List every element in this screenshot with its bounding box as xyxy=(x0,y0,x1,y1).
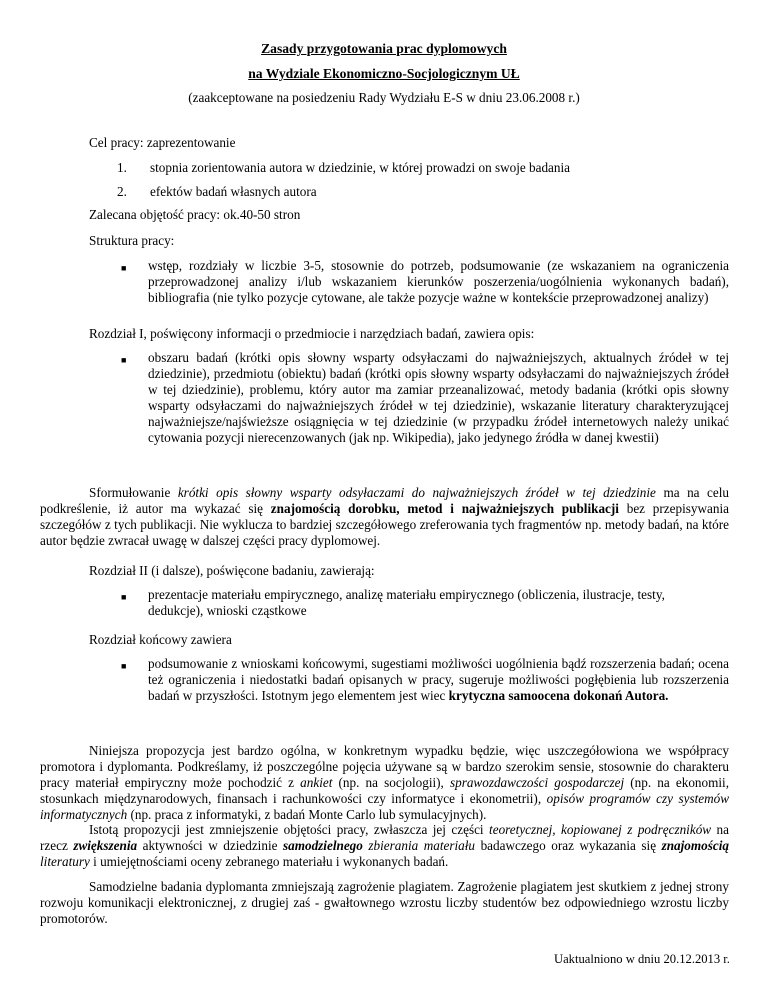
structure-label: Struktura pracy: xyxy=(89,233,175,248)
bullet-icon: ■ xyxy=(121,661,127,671)
final-chapter-label: Rozdział końcowy zawiera xyxy=(89,632,232,647)
structure-bullet-text: wstęp, rozdziały w liczbie 3-5, stosownie do potrzeb, podsumowanie (ze wskazaniem na ograniczenia przeprowadzonej analizy i/lub wskazaniem kierunków poszerzenia/uogólnienia wykonanych badań), bibliografia (nie tylko pozycje cytowane, ale także pozycje ważne w kontekście przeprowadzonej analizy) xyxy=(148,258,729,305)
goal-label: Cel pracy: zaprezentowanie xyxy=(89,135,236,150)
bullet-icon: ■ xyxy=(121,263,127,273)
chapter2-label: Rozdział II (i dalsze), poświęcone badaniu, zawierają: xyxy=(89,563,375,578)
document-title-line2: na Wydziale Ekonomiczno-Socjologicznym UŁ xyxy=(248,66,520,81)
paragraph-proposal: Niniejsza propozycja jest bardzo ogólna, w konkretnym wypadku będzie, więc uszczegółowiona we współpracy promotora i dyplomanta. Podkreślamy, iż poszczególne pojęcia używane są w bardzo szerokim sensie, stosownie do charakteru pracy materiał empiryczny może pochodzić z ankiet (np. na socjologii), sprawozdawczości gospodarczej (np. na ekonomii, stosunkach międzynarodowych, finansach i rachunkowości czy informatyce i ekonometrii), opisów programów czy systemów informatycznych (np. praca z informatyki, z badań Monte Carlo lub symulacyjnych). xyxy=(40,743,730,822)
goal-item-number: 2. xyxy=(117,184,127,199)
document-subtitle: (zaakceptowane na posiedzeniu Rady Wydziału E-S w dniu 23.06.2008 r.) xyxy=(188,90,580,105)
paragraph-plagiarism: Samodzielne badania dyplomanta zmniejszają zagrożenie plagiatem. Zagrożenie plagiatem jest skutkiem z jednej strony rozwoju komunikacji elektronicznej, z drugiej zaś - gwałtownego wzrostu liczby studentów bez odpowiedniego wzrostu liczby promotorów. xyxy=(40,879,729,926)
chapter1-bullet-text: obszaru badań (krótki opis słowny wsparty odsyłaczami do najważniejszych, aktualnych źródeł w tej dziedzinie), przedmiotu (obiektu) badań (krótki opis słowny wsparty odsyłaczami do najważniejszych źródeł w tej dziedzinie), problemu, który autor ma zamiar przeanalizować, metody badania (krótki opis słowny wsparty odsyłaczami do najważniejszych źródeł w tej dziedzinie), wskazanie literatury charakteryzującej najważniejsze/najświeższe osiągnięcia w tej dziedzinie (w przypadku źródeł internetowych należy unikać cytowania pozycji nierecenzowanych (jak np. Wikipedia), jako jedynego źródła w danej kwestii) xyxy=(148,350,729,445)
paragraph-essence: Istotą propozycji jest zmniejszenie objętości pracy, zwłaszcza jej części teoretycznej, kopiowanej z podręczników na rzecz zwiększenia aktywności w dziedzinie samodzielnego zbierania materiału badawczego oraz wykazania się znajomością literatury i umiejętnościami oceny zebranego materiału i wykonanych badań. xyxy=(40,822,729,869)
final-chapter-bullet-text: podsumowanie z wnioskami końcowymi, sugestiami możliwości uogólnienia bądź rozszerzenia badań; ocena też ograniczenia i niedostatki badań opisanych w pracy, sugeruje możliwości pogłębienia lub rozszerzenia badań w przyszłości. Istotnym jego elementem jest wiec krytyczna samoocena dokonań Autora. xyxy=(148,656,729,703)
volume-text: Zalecana objętość pracy: ok.40-50 stron xyxy=(89,207,301,222)
chapter1-label: Rozdział I, poświęcony informacji o przedmiocie i narzędziach badań, zawiera opis: xyxy=(89,326,535,341)
document-title-line1: Zasady przygotowania prac dyplomowych xyxy=(261,41,507,56)
update-date: Uaktualniono w dniu 20.12.2013 r. xyxy=(554,952,730,966)
goal-item-number: 1. xyxy=(117,160,127,175)
paragraph-formulation: Sformułowanie krótki opis słowny wsparty odsyłaczami do najważniejszych źródeł w tej dziedzinie ma na celu podkreślenie, iż autor ma wykazać się znajomością dorobku, metod i najważniejszych publikacji bez przepisywania szczegółów z tych publikacji. Nie wyklucza to bardziej szczegółowego zreferowania tych fragmentów np. metody badań, na które autor będzie zwracał uwagę w dalszej części pracy dyplomowej. xyxy=(40,485,729,548)
goal-item-text: efektów badań własnych autora xyxy=(150,184,317,199)
bullet-icon: ■ xyxy=(121,355,127,365)
goal-item-text: stopnia zorientowania autora w dziedzinie, w której prowadzi on swoje badania xyxy=(150,160,571,175)
chapter2-bullet-text: prezentacje materiału empirycznego, analizę materiału empirycznego (obliczenia, ilustracje, testy, dedukcje), wnioski cząstkowe xyxy=(148,587,665,618)
bullet-icon: ■ xyxy=(121,592,127,602)
